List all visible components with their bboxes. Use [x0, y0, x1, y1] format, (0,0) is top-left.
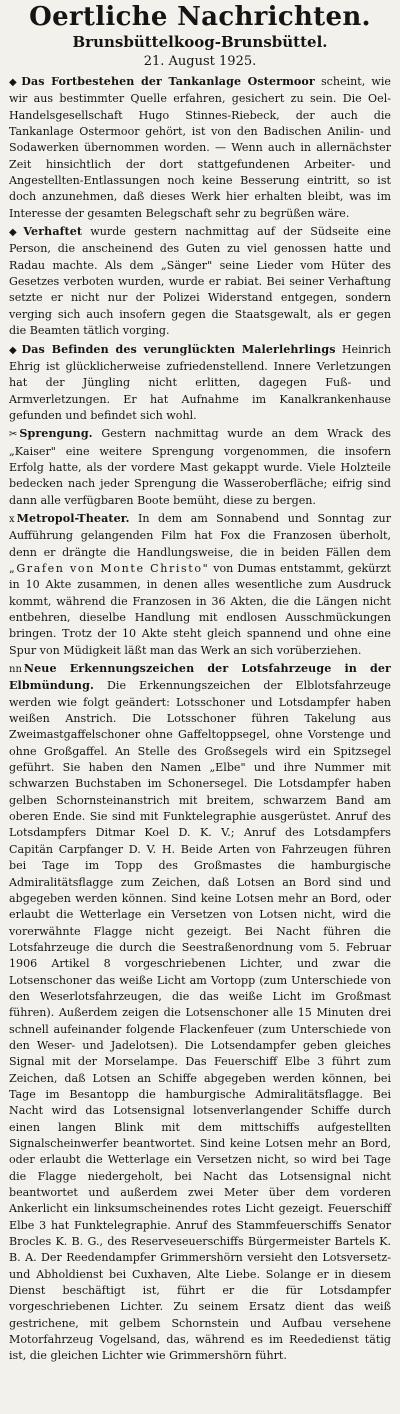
article-headline: Das Fortbestehen der Tankanlage Ostermoor: [21, 75, 315, 88]
article-body: Gestern nachmittag wurde an dem Wrack des „Kaiser" eine weitere Sprengung vorgenommen, die insofern Erfolg hatte, als der vordere Mast gekappt wurde. Viele Holzteile bedecken nach jeder Sprengung die Wasseroberfläche; eifrig sind dann alle verfügbaren Boote bemüht, diese zu bergen.: [9, 427, 391, 507]
article-malerlehrling: [9, 342, 391, 425]
article-body: In dem am Sonnabend und Sonntag zur Aufführung gelangenden Film hat Fox die Franzosen überholt, denn er drängte die Handlungsweise, die in beiden Fällen dem: [9, 511, 391, 559]
article-body: wurde gestern nachmittag auf der Südseite eine Person, die anscheinend des Guten zu viel genossen hatte und Radau machte. Als dem „Sänger" seine Lieder vom Hüter des Gesetzes verboten wurden, wurde er rabiat. Bei seiner Verhaftung setzte er nicht nur der Polizei Widerstand entgegen, sondern verging sich auch insofern gegen die Staatsgewalt, als er gegen die Beamten tätlich vorging.: [9, 225, 391, 338]
article-body: Heinrich Ehrig ist glücklicherweise zufriedenstellend. Innere Verletzungen hat der Jüngling nicht erlitten, dagegen Fuß- und Armverletzungen. Er hat Aufnahme im Kanalkrankenhause gefunden und befindet sich wohl.: [9, 342, 392, 422]
nn-marker-icon: nn: [9, 664, 22, 676]
film-title: „Grafen von Monte Christo": [9, 561, 210, 575]
scissors-marker-icon: ✂: [9, 429, 18, 441]
section-title: Oertliche Nachrichten.: [29, 2, 371, 32]
dateline: 21. August 1925.: [143, 54, 257, 69]
article-tankanlage: [9, 74, 391, 222]
article-metropol-theater: [9, 511, 391, 659]
article-body: Die Erkennungszeichen der Elblotsfahrzeuge werden wie folgt geändert: Lotsschoner und Lotsdampfer haben weißen Anstrich. Die Lotsschoner führen Takelung aus Zweimastgaffelschoner ohne Gaffeltoppsegel, ohne Vorstenge und ohne Großgaffel. An Stelle des Großsegels wird ein Spitzsegel geführt. Sie haben den Namen „Elbe" und ihre Nummer mit schwarzen Buchstaben im Schonersegel. Die Lotsdampfer haben gelben Schornsteinanstrich mit breitem, schwarzem Band am oberen Ende. Sie sind mit Funktelegraphie ausgerüstet. Anruf des Lotsdampfers Ditmar Koel D. K. V.; Anruf des Lotsdampfers Capitän Carpfanger D. V. H. Beide Arten von Fahrzeugen führen bei Tage im Topp des Großmastes die hamburgische Admiralitätsflagge zum Zeichen, daß Lotsen an Bord sind und abgegeben werden können. Sind keine Lotsen mehr an Bord, oder erlaubt die Wetterlage ein Versetzen von Lotsen nicht, wird die vorerwähnte Flagge nicht gezeigt. Bei Nacht führen die Lotsfahrzeuge die durch die Seestraßenordnung vom 5. Februar 1906 Artikel 8 vorgeschriebenen Lichter, und zwar die Lotsenschoner das weiße Licht am Vortopp (zum Unterschiede von den Weserlotsfahrzeugen, die das weiße Licht im Großmast führen). Außerdem zeigen die Lotsenschoner alle 15 Minuten drei schnell aufeinander folgende Flackenfeuer (zum Unterschiede von den Weser- und Jadelotsen). Die Lotsendampfer geben gleiches Signal mit der Morselampe. Das Feuerschiff Elbe 3 führt zum Zeichen, daß Lotsen an Schiffe abgegeben werden können, bei Tage im Besantopp die hamburgische Admiralitätsflagge. Bei Nacht wird das Lotsensignal lotsenverlangender Schiffe durch einen langen Blink mit dem mittschiffs aufgestellten Signalscheinwerfer beantwortet. Sind keine Lotsen mehr an Bord, oder erlaubt die Wetterlage ein Versetzen nicht, so wird bei Tage die Flagge niedergeholt, bei Nacht das Lotsensignal nicht beantwortet und außerdem zwei Meter über dem vorderen Ankerlicht ein linksumscheinendes rotes Licht gezeigt. Feuerschiff Elbe 3 hat Funktelegraphie. Anruf des Stammfeuerschiffs Senator Brocles K. B. G., des Reserveseuerschiffs Bürgermeister Bartels K. B. A. Der Reedendampfer Grimmershörn versieht den Lotsversetz- und Abholdienst bei Cuxhaven, Alte Liebe. Solange er in diesem Dienst beschäftigt ist, führt er die für Lotsdampfer vorgeschriebenen Lichter. Zu seinem Ersatz dient das weiß gestrichene, mit gelbem Schornstein und Aufbau versehene Motorfahrzeug Vogelsand, das, während es im Reededienst tätig ist, die gleichen Lichter wie Grimmershörn führt.: [9, 679, 391, 1363]
article-body-continued: von Dumas entstammt, gekürzt in 10 Akte zusammen, in denen alles wesentliche zum Ausdruck kommt, während die Franzosen in 36 Akten, die die Längen nicht entbehren, dieselbe Handlung mit endlosen Ausschmückungen bringen. Trotz der 10 Akte steht gleich spannend und ohne eine Spur von Müdigkeit läßt man das Werk an sich vorüberziehen.: [9, 561, 391, 657]
article-sprengung: [9, 426, 391, 509]
article-headline: Verhaftet: [23, 225, 83, 239]
x-marker-icon: x: [9, 513, 15, 525]
article-headline: Metropol-Theater.: [16, 511, 130, 525]
diamond-marker-icon: ◆: [9, 227, 22, 239]
article-headline: Das Befinden des verunglückten Malerlehrlings: [21, 342, 336, 356]
article-headline: Neue Erkennungszeichen der Lotsfahrzeuge in der Elbmündung.: [9, 662, 391, 693]
article-headline: Sprengung.: [19, 427, 93, 441]
diamond-marker-icon: ◆: [9, 344, 20, 356]
article-lotsfahrzeuge: [9, 661, 391, 1365]
diamond-marker-icon: ◆: [9, 77, 20, 88]
article-verhaftet: [9, 224, 391, 339]
place-heading: Brunsbüttelkoog-Brunsbüttel.: [72, 33, 328, 51]
article-body: scheint, wie wir aus bestimmter Quelle erfahren, gesichert zu sein. Die Oel-Handelsgesellschaft Hugo Stinnes-Riebeck, der auch die Tankanlage Ostermoor gehört, ist von den Badischen Anilin- und Sodawerken übernommen worden. — Wenn auch in allernächster Zeit hinsichtlich der dort stattgefundenen Arbeiter- und Angestellten-Entlassungen noch keine Besserung eintritt, so ist doch anzunehmen, daß dieses Werk hier erhalten bleibt, was im Interesse der gesamten Belegschaft sehr zu begrüßen wäre.: [9, 75, 391, 220]
